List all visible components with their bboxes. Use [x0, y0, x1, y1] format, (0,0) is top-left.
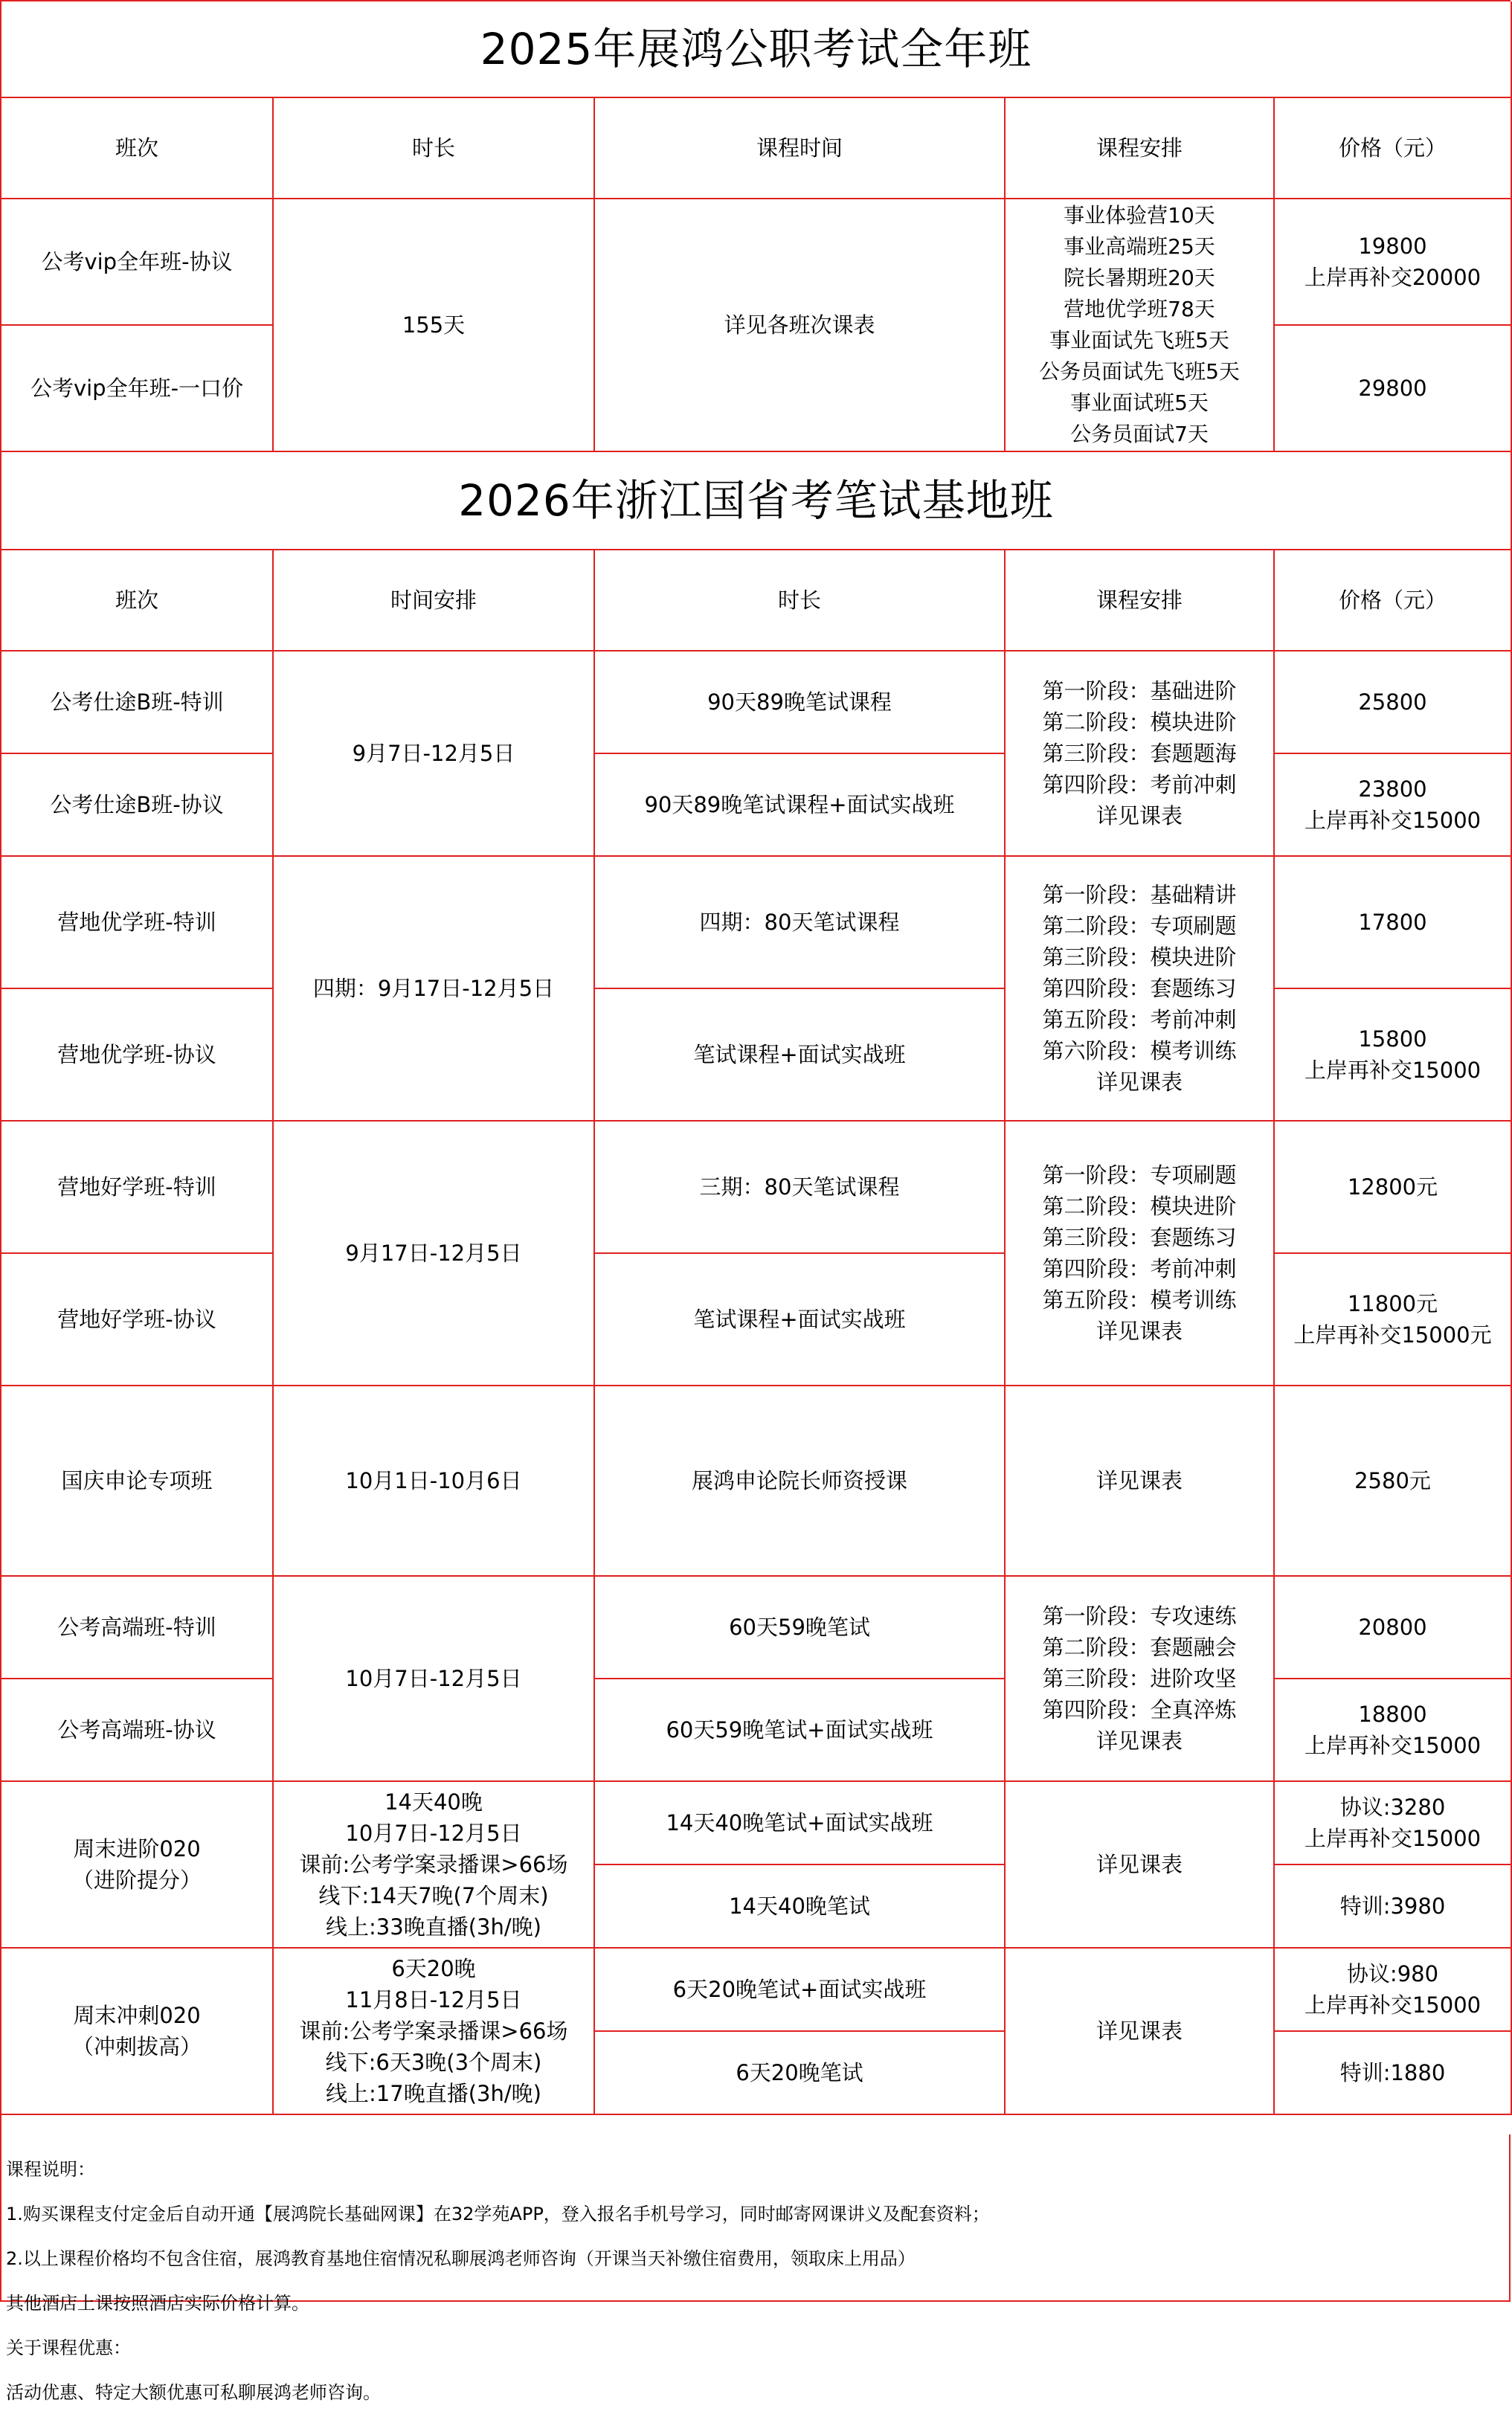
class-name-cell: 公考仕途B班-特训 — [1, 651, 274, 754]
header-class: 班次 — [1, 98, 274, 199]
class-name-cell: 公考vip全年班-一口价 — [1, 326, 274, 452]
header-duration: 时长 — [274, 98, 595, 199]
duration-cell: 四期：80天笔试课程 — [595, 857, 1006, 989]
duration-cell: 90天89晚笔试课程 — [595, 651, 1006, 754]
header-schedule: 时间安排 — [274, 550, 595, 651]
duration-cell: 60天59晚笔试 — [595, 1577, 1006, 1679]
duration-cell: 60天59晚笔试+面试实战班 — [595, 1679, 1006, 1782]
header-arrangement: 课程安排 — [1006, 98, 1275, 199]
arrangement-cell: 详见课表 — [1006, 1386, 1275, 1577]
class-name-cell: 周末进阶020 （进阶提分） — [1, 1782, 274, 1949]
duration-cell: 三期：80天笔试课程 — [595, 1122, 1006, 1254]
class-name-cell: 营地好学班-协议 — [1, 1254, 274, 1386]
schedule-cell: 6天20晚 11月8日-12月5日 课前:公考学案录播课>66场 线下:6天3晚(3个周末) 线上:17晚直播(3h/晚) — [274, 1949, 595, 2115]
schedule-cell: 9月17日-12月5日 — [274, 1122, 595, 1386]
duration-cell: 笔试课程+面试实战班 — [595, 1254, 1006, 1386]
duration-cell: 6天20晚笔试 — [595, 2032, 1006, 2115]
class-name-cell: 营地优学班-协议 — [1, 989, 274, 1122]
class-name-cell: 营地优学班-特训 — [1, 857, 274, 989]
header-price: 价格（元） — [1275, 550, 1512, 651]
price-cell: 17800 — [1275, 857, 1512, 989]
price-cell: 19800 上岸再补交20000 — [1275, 199, 1512, 326]
header-duration: 时长 — [595, 550, 1006, 651]
class-name-cell: 国庆申论专项班 — [1, 1386, 274, 1577]
arrangement-cell: 第一阶段：基础精讲 第二阶段：专项刷题 第三阶段：模块进阶 第四阶段：套题练习 第五阶段：考前冲刺 第六阶段：模考训练 详见课表 — [1006, 857, 1275, 1122]
note-line: 1.购买课程支付定金后自动开通【展鸿院长基础网课】在32学苑APP，登入报名手机号学习，同时邮寄网课讲义及配套资料； — [6, 2204, 990, 2224]
arrangement-cell: 详见课表 — [1006, 1782, 1275, 1949]
course-time-cell: 详见各班次课表 — [595, 199, 1006, 452]
arrangement-cell: 第一阶段：基础进阶 第二阶段：模块进阶 第三阶段：套题题海 第四阶段：考前冲刺 详见课表 — [1006, 651, 1275, 857]
price-cell: 特训:3980 — [1275, 1865, 1512, 1949]
price-cell: 20800 — [1275, 1577, 1512, 1679]
arrangement-cell: 第一阶段：专攻速练 第二阶段：套题融会 第三阶段：进阶攻坚 第四阶段：全真淬炼 详见课表 — [1006, 1577, 1275, 1782]
price-cell: 29800 — [1275, 326, 1512, 452]
note-line: 其他酒店上课按照酒店实际价格计算。 — [6, 2293, 309, 2314]
duration-cell: 90天89晚笔试课程+面试实战班 — [595, 754, 1006, 857]
schedule-cell: 14天40晚 10月7日-12月5日 课前:公考学案录播课>66场 线下:14天7晚(7个周末) 线上:33晚直播(3h/晚) — [274, 1782, 595, 1949]
arrangement-cell: 事业体验营10天 事业高端班25天 院长暑期班20天 营地优学班78天 事业面试先飞班5天 公务员面试先飞班5天 事业面试班5天 公务员面试7天 — [1006, 199, 1275, 452]
class-name-cell: 公考高端班-特训 — [1, 1577, 274, 1679]
class-name-cell: 公考vip全年班-协议 — [1, 199, 274, 326]
duration-cell: 笔试课程+面试实战班 — [595, 989, 1006, 1122]
price-cell: 23800 上岸再补交15000 — [1275, 754, 1512, 857]
header-price: 价格（元） — [1275, 98, 1512, 199]
price-cell: 11800元 上岸再补交15000元 — [1275, 1254, 1512, 1386]
schedule-cell: 9月7日-12月5日 — [274, 651, 595, 857]
schedule-cell: 10月7日-12月5日 — [274, 1577, 595, 1782]
duration-cell: 14天40晚笔试 — [595, 1865, 1006, 1949]
class-name-cell: 营地好学班-特训 — [1, 1122, 274, 1254]
class-name-cell: 公考仕途B班-协议 — [1, 754, 274, 857]
class-name-cell: 公考高端班-协议 — [1, 1679, 274, 1782]
schedule-cell: 10月1日-10月6日 — [274, 1386, 595, 1577]
arrangement-cell: 第一阶段：专项刷题 第二阶段：模块进阶 第三阶段：套题练习 第四阶段：考前冲刺 第五阶段：模考训练 详见课表 — [1006, 1122, 1275, 1386]
section-title-2026: 2026年浙江国省考笔试基地班 — [1, 452, 1512, 550]
price-cell: 特训:1880 — [1275, 2032, 1512, 2115]
price-cell: 12800元 — [1275, 1122, 1512, 1254]
duration-cell: 14天40晚笔试+面试实战班 — [595, 1782, 1006, 1865]
discount-heading: 关于课程优惠： — [6, 2337, 131, 2358]
notes-heading: 课程说明： — [6, 2159, 95, 2180]
header-arrangement: 课程安排 — [1006, 550, 1275, 651]
duration-cell: 展鸿申论院长师资授课 — [595, 1386, 1006, 1577]
class-name-cell: 周末冲刺020 （冲刺拔高） — [1, 1949, 274, 2115]
price-cell: 协议:980 上岸再补交15000 — [1275, 1949, 1512, 2032]
schedule-cell: 四期：9月17日-12月5日 — [274, 857, 595, 1122]
duration-cell: 6天20晚笔试+面试实战班 — [595, 1949, 1006, 2032]
header-class: 班次 — [1, 550, 274, 651]
note-line: 2.以上课程价格均不包含住宿，展鸿教育基地住宿情况私聊展鸿老师咨询（开课当天补缴住宿费用，领取床上用品） — [6, 2248, 916, 2269]
header-course-time: 课程时间 — [595, 98, 1006, 199]
price-cell: 15800 上岸再补交15000 — [1275, 989, 1512, 1122]
section-title-2025: 2025年展鸿公职考试全年班 — [1, 1, 1512, 98]
price-cell: 18800 上岸再补交15000 — [1275, 1679, 1512, 1782]
arrangement-cell: 详见课表 — [1006, 1949, 1275, 2115]
price-cell: 25800 — [1275, 651, 1512, 754]
duration-cell: 155天 — [274, 199, 595, 452]
price-cell: 2580元 — [1275, 1386, 1512, 1577]
note-line: 活动优惠、特定大额优惠可私聊展鸿老师咨询。 — [6, 2382, 381, 2403]
price-cell: 协议:3280 上岸再补交15000 — [1275, 1782, 1512, 1865]
course-notes — [0, 2134, 1511, 2403]
